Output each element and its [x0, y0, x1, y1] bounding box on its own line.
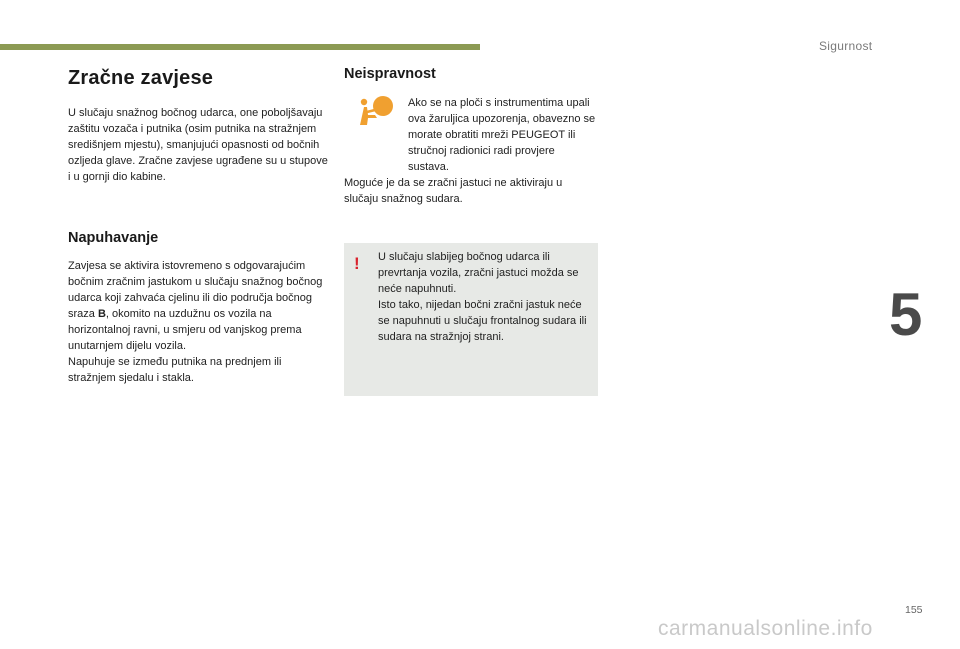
caution-box — [344, 243, 598, 396]
warning-row — [344, 95, 598, 175]
section-name: Sigurnost — [819, 39, 873, 53]
header-accent-bar — [0, 44, 480, 50]
inflation-paragraph-2: Napuhuje se između putnika na prednjem ili stražnjem sjedalu i stakla. — [68, 356, 282, 385]
malfunction-note: Moguće je da se zračni jastuci ne aktiviraju u slučaju snažnog sudara. — [344, 177, 563, 206]
watermark: carmanualsonline.info — [658, 617, 873, 640]
caution-text — [378, 249, 590, 396]
impact-zone-label: B — [97, 308, 106, 321]
page-title: Zračne zavjese — [68, 67, 214, 89]
inflation-text-part1: Zavjesa se aktivira istovremeno s odgovarajućim bočnim zračnim jastukom u slučaju snažnog bočnog udarca koji zahvaća cjelinu ili dio područja bočnog sraza — [68, 260, 323, 321]
left-column — [68, 66, 330, 386]
inflation-paragraph — [68, 258, 330, 354]
caution-paragraph-1: U slučaju slabijeg bočnog udarca ili prevrtanja vozila, zračni jastuci možda se neće napuhnuti. — [378, 251, 579, 296]
caution-paragraph-2: Isto tako, nijedan bočni zračni jastuk neće se napuhnuti u slučaju frontalnog sudara ili sudara na stražnjoj strani. — [378, 299, 587, 344]
page-number: 155 — [905, 604, 923, 616]
warning-lamp-text: Ako se na ploči s instrumentima upali ova žaruljica upozorenja, obavezno se morate obratiti mreži PEUGEOT ili stručnoj radionici radi provjere sustava. — [408, 97, 596, 174]
airbag-warning-icon — [356, 95, 398, 129]
right-column — [344, 66, 598, 396]
inflation-heading: Napuhavanje — [68, 230, 159, 246]
intro-paragraph: U slučaju snažnog bočnog udarca, one poboljšavaju zaštitu vozača i putnika (osim putnika na stražnjem središnjem mjestu), smanjujući opasnosti od bočnih ozljeda glave. Zračne zavjese ugrađene su u stupove i u gornji dio kabine. — [68, 107, 328, 183]
malfunction-heading: Neispravnost — [344, 66, 436, 82]
inflation-text-part2: , okomito na uzdužnu os vozila na horizontalnoj ravni, u smjeru od vanjskog prema unutarnjem dijelu vozila. — [68, 308, 302, 353]
chapter-number: 5 — [889, 281, 923, 348]
exclamation-icon: ! — [354, 254, 360, 274]
